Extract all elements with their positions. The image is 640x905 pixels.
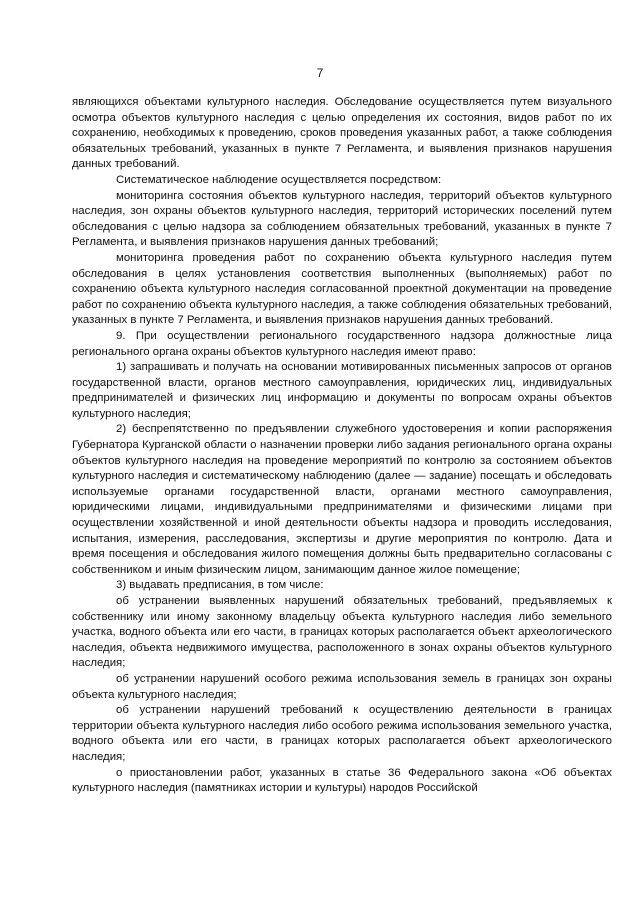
paragraph-subitem-1: 1) запрашивать и получать на основании мотивированных письменных запросов от органов государственной власти, органов местного самоуправления, юридических лиц, индивидуальных предпринимателей и физических лиц информацию и документы по вопросам охраны объектов культурного наследия; xyxy=(72,361,612,420)
paragraph-systematic-observation: Систематическое наблюдение осуществляется посредством: xyxy=(116,173,442,186)
document-body xyxy=(72,95,612,797)
paragraph-suspension-works: о приостановлении работ, указанных в статье 36 Федерального закона «Об объектах культурного наследия (памятниках истории и культуры) народов Российской xyxy=(72,766,612,795)
paragraph-monitoring-works: мониторинга проведения работ по сохранению объекта культурного наследия путем обследования в целях установления соответствия выполненных (выполняемых) работ по сохранению объекта культурного наследия согласованной проектной документации на проведение работ по сохранению объекта культурного наследия, а также соблюдения обязательных требований, указанных в пункте 7 Регламента, и выявления признаков нарушения данных требований. xyxy=(72,251,612,327)
paragraph-subitem-2: 2) беспрепятственно по предъявлении служебного удостоверения и копии распоряжения Губернатора Курганской области о назначении проверки либо задания регионального органа охраны объектов культурного наследия на проведение мероприятий по контролю за состоянием объектов культурного наследия и систематическому наблюдению (далее — задание) посещать и обследовать используемые органами государственной власти, органами местного самоуправления, юридическими лицами, индивидуальными предпринимателями и физическими лицами при осуществлении хозяйственной и иной деятельности объекты надзора и проводить исследования, испытания, измерения, расследования, экспертизы и другие мероприятия по контролю. Дата и время посещения и обследования жилого помещения должны быть предварительно согласованы с собственником и иным физическим лицом, занимающим данное жилое помещение; xyxy=(72,423,612,576)
paragraph-activity-requirements: об устранении нарушений требований к осуществлению деятельности в границах территории объекта культурного наследия либо особого режима использования земельного участка, водного объекта или его части, в границах которых располагается объект археологического наследия; xyxy=(72,704,612,763)
paragraph-continuation: являющихся объектами культурного наследия. Обследование осуществляется путем визуального осмотра объектов культурного наследия с целью определения их состояния, видов работ по их сохранению, необходимых к проведению, сроков проведения указанных работ, а также соблюдения обязательных требований, указанных в пункте 7 Регламента, и выявления признаков нарушения данных требований. xyxy=(72,96,612,171)
paragraph-elimination-violations: об устранении выявленных нарушений обязательных требований, предъявляемых к собственнику или иному законному владельцу объекта культурного наследия либо земельного участка, водного объекта или его части, в границах которых располагается объект археологического наследия, объекта недвижимого имущества, расположенного в зонах охраны объектов культурного наследия; xyxy=(72,595,612,670)
paragraph-special-regime-land: об устранении нарушений особого режима использования земель в границах зон охраны объекта культурного наследия; xyxy=(72,672,612,701)
paragraph-subitem-3: 3) выдавать предписания, в том числе: xyxy=(116,579,324,592)
page-number: 7 xyxy=(316,66,324,80)
paragraph-monitoring-state: мониторинга состояния объектов культурного наследия, территорий объектов культурного наследия, зон охраны объектов культурного наследия, территорий исторических поселений путем обследования с целью надзора за соблюдением обязательных требований, указанных в пункте 7 Регламента, и выявления признаков нарушения данных требований; xyxy=(72,189,612,249)
paragraph-item-9: 9. При осуществлении регионального государственного надзора должностные лица регионального органа охраны объектов культурного наследия имеют право: xyxy=(72,329,612,358)
